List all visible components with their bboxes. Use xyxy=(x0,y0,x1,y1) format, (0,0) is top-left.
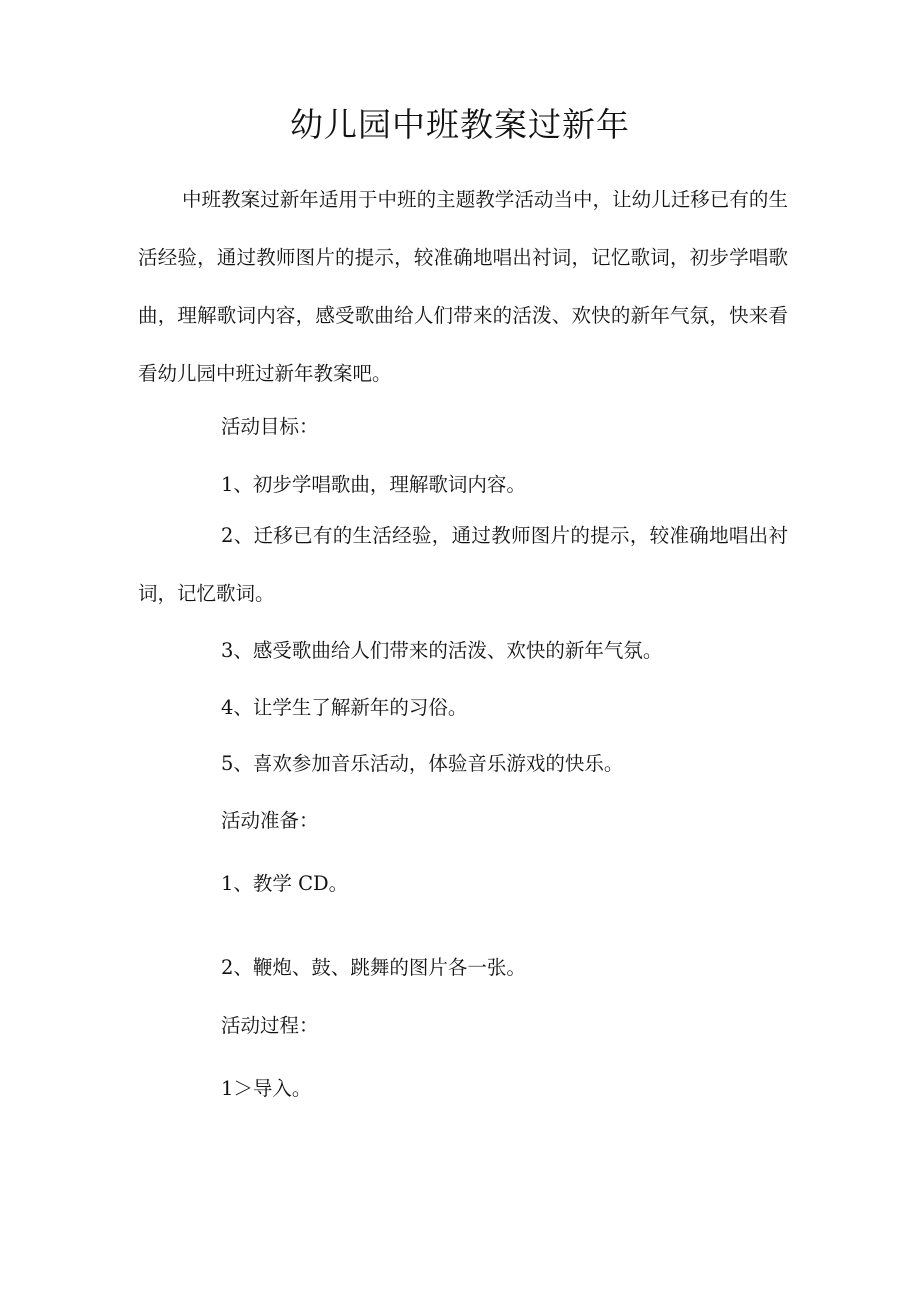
goal-item-5: 5、喜欢参加音乐活动，体验音乐游戏的快乐。 xyxy=(221,752,624,775)
prep-heading: 活动准备： xyxy=(221,809,319,832)
prep-item-1: 1、教学 CD。 xyxy=(221,872,349,895)
goal-item-4: 4、让学生了解新年的习俗。 xyxy=(221,696,468,719)
process-heading: 活动过程： xyxy=(221,1014,319,1037)
goal-item-3: 3、感受歌曲给人们带来的活泼、欢快的新年气氛。 xyxy=(221,639,663,662)
goal-item-2: 2、迁移已有的生活经验，通过教师图片的提示，较准确地唱出衬词，记忆歌词。 xyxy=(138,524,788,605)
process-item-1: 1＞导入。 xyxy=(221,1077,312,1100)
document-title: 幼儿园中班教案过新年 xyxy=(290,105,630,144)
prep-item-2: 2、鞭炮、鼓、跳舞的图片各一张。 xyxy=(221,956,526,979)
goal-item-1: 1、初步学唱歌曲，理解歌词内容。 xyxy=(221,473,526,496)
goals-heading: 活动目标： xyxy=(221,415,319,438)
intro-paragraph: 中班教案过新年适用于中班的主题教学活动当中，让幼儿迁移已有的生活经验，通过教师图片的提示，较准确地唱出衬词，记忆歌词，初步学唱歌曲，理解歌词内容，感受歌曲给人们带来的活泼、欢快的新年气氛，快来看看幼儿园中班过新年教案吧。 xyxy=(138,188,788,385)
